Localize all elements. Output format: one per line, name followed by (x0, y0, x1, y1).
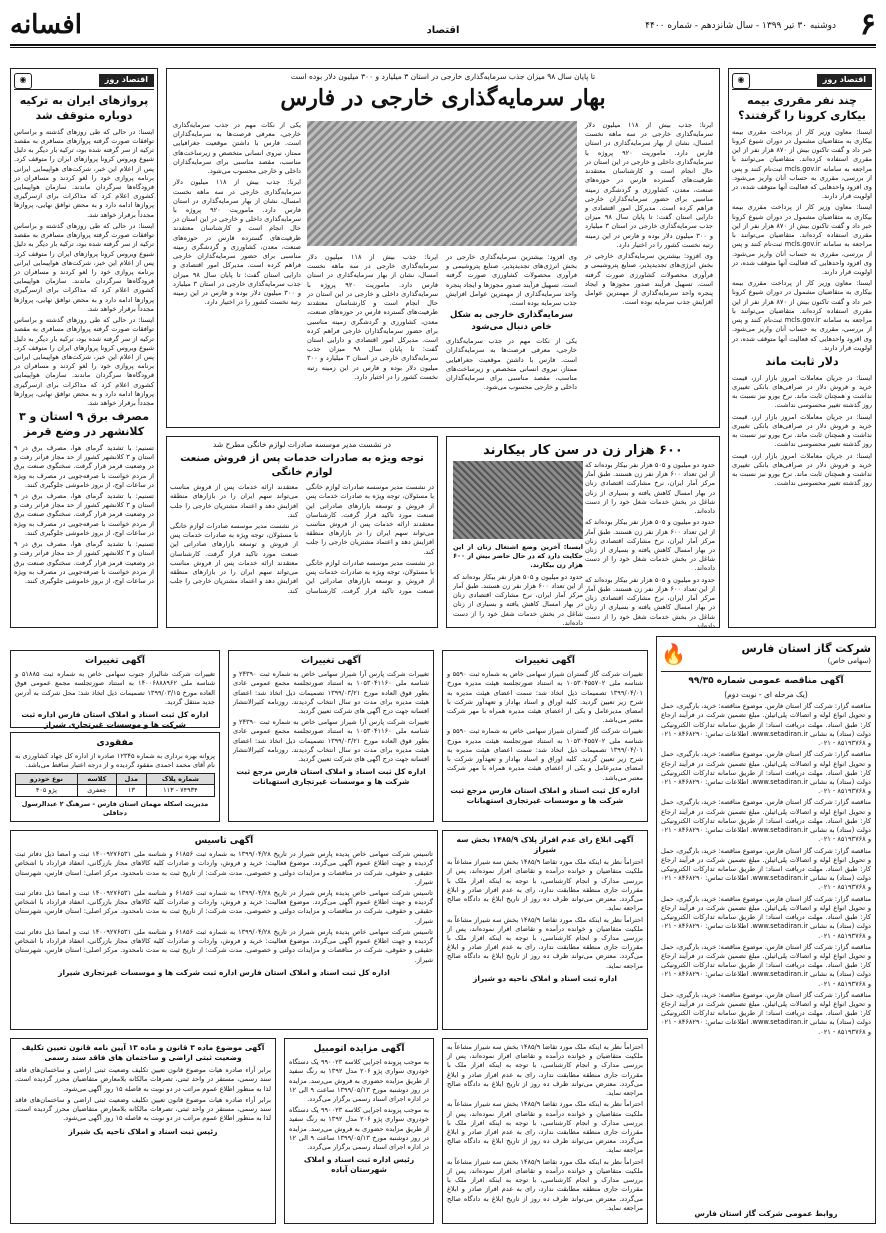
lost-cell-model: ۱۳ (116, 785, 146, 797)
rule-text-2-cont: احتراماً نظر به اینکه ملک مورد تقاضا ۱۴۸۵/۹ بخش سه شیراز مشاعاً به ملکیت متقاضیان و خوانده درآمده و تقاضای افراز نموده‌اند، پس از بررسی مدارک و انجام کارشناسی، با توجه به اینکه افراز ملک با مقررات جاری منطقه مطابقت ندارد، رای به عدم افراز صادر و ابلاغ می‌گردد. معترض می‌تواند ظرف ده روز از تاریخ ابلاغ به دادگاه صالح مراجعه نماید. (447, 1100, 643, 1155)
establish-text: تاسیس شرکت سهامی خاص پدیده پارس شیراز در تاریخ ۱۳۹۹/۰۴/۲۸ به شماره ثبت ۶۱۸۵۶ و شناسه ملی ۱۴۰۰۹۲۷۶۵۳۱ ثبت و امضا ذیل دفاتر ثبت گردیده و جهت اطلاع عموم آگهی می‌گردد. موضوع فعالیت: خرید و فروش، واردات و صادرات کلیه کالاهای مجاز بازرگانی، انعقاد قرارداد با اشخاص حقیقی و حقوقی، شرکت در مناقصات و مزایدات دولتی و خصوصی. مدت شرکت: از تاریخ ثبت به مدت نامحدود. مرکز اصلی: استان فارس، شهرستان شیراز. (15, 850, 433, 886)
right-column (728, 68, 876, 628)
right-story1-text-cont: ایسنا: معاون وزیر کار از پرداخت مقرری بیمه بیکاری به متقاضیان مشمول در دوران شیوع کرونا خبر داد و گفت تاکنون بیش از ۸۷۰ هزار نفر از این مقرری استفاده کرده‌اند. متقاضیان می‌توانند با مراجعه به سامانه mcls.gov.ir ثبت‌نام کنند و پس از بررسی، مقرری به حساب آنان واریز می‌شود. وی افزود واحدهایی که فعالیت آنها متوقف شده، در اولویت قرار دارند. (732, 203, 872, 276)
change1-text-cont: تغییرات شرکت گاز گستران شیراز سهامی خاص به شماره ثبت ۵۵۹۰ و شناسه ملی ۱۰۵۳۰۴۵۵۷۰۲ به استناد صورتجلسه هیئت مدیره مورخ ۱۳۹۹/۰۴/۰۱ تصمیمات ذیل اتخاذ شد: سمت اعضای هیئت مدیره به شرح زیر تعیین گردید. کلیه اوراق و اسناد بهادار و تعهدآور شرکت با امضای مدیرعامل و یکی از اعضای هیئت مدیره همراه با مهر شرکت معتبر می‌باشد. (447, 727, 644, 782)
gas-tender-text-cont5: مناقصه گزار: شرکت گاز استان فارس. موضوع مناقصه: خرید، بارگیری، حمل و تحویل انواع لوله و اتصالات پلی‌اتیلن. مبلغ تضمین شرکت در فرآیند ارجاع کار: طبق اسناد. مهلت دریافت اسناد: از طریق سامانه تدارکات الکترونیکی دولت (ستاد) به نشانی www.setadiran.ir. اطلاعات تماس: ۸۴۶۸۲۹۰ - ۰۲۱ و ۸۵۱۹۳۷۶۸ - ۰۲۱. (661, 942, 871, 988)
rule-notice (442, 830, 648, 1030)
right-story1-text: ایسنا: معاون وزیر کار از پرداخت مقرری بیمه بیکاری به متقاضیان مشمول در دوران شیوع کرونا خبر داد و گفت تاکنون بیش از ۸۷۰ هزار نفر از این مقرری استفاده کرده‌اند. متقاضیان می‌توانند با مراجعه به سامانه mcls.gov.ir ثبت‌نام کنند و پس از بررسی، مقرری به حساب آنان واریز می‌شود. وی افزود واحدهایی که فعالیت آنها متوقف شده، در اولویت قرار دارند. (732, 127, 872, 201)
lost-col-type: نوع خودرو (16, 773, 78, 785)
lead-text: ایرنا: جذب بیش از ۱۱۸ میلیون دلار سرمایه‌گذاری خارجی در سه ماهه نخست امسال، نشان از بهار سرمایه‌گذاری در استان فارس دارد. ماموریت ۹۲۰ پروژه با سرمایه‌گذاری داخلی و خارجی در این استان در حال انجام است و کارشناسان معتقدند ظرفیت‌های گسترده فارس در حوزه‌های صنعت، معدن، کشاورزی و گردشگری زمینه مناسبی برای حضور سرمایه‌گذاران خارجی فراهم کرده است. مدیرکل امور اقتصادی و دارایی استان گفت: تا پایان سال ۹۸ میزان جذب سرمایه‌گذاری خارجی در استان ۳ میلیارد و ۳۰۰ میلیون دلار بوده و فارس در این زمینه رتبه نخست کشور را در اختیار دارد. (585, 121, 714, 249)
auction-text-cont: به موجب پرونده اجرایی کلاسه ۹۹۰۰۲۳ یک دستگاه خودروی سواری پژو ۲۰۶ مدل ۱۳۹۲ به رنگ سفید از طریق مزایده حضوری به فروش می‌رسد. مزایده در روز دوشنبه مورخ ۱۳۹۹/۰۵/۱۳ ساعت ۹ الی ۱۲ در اداره اجرای اسناد رسمی برگزار می‌گردد. (289, 1106, 429, 1152)
gas-tender-text-cont4: مناقصه گزار: شرکت گاز استان فارس. موضوع مناقصه: خرید، بارگیری، حمل و تحویل انواع لوله و اتصالات پلی‌اتیلن. مبلغ تضمین شرکت در فرآیند ارجاع کار: طبق اسناد. مهلت دریافت اسناد: از طریق سامانه تدارکات الکترونیکی دولت (ستاد) به نشانی www.setadiran.ir. اطلاعات تماس: ۸۴۶۸۲۹۰ - ۰۲۱ و ۸۵۱۹۳۷۶۸ - ۰۲۱. (661, 894, 871, 940)
change2-footer: اداره کل ثبت اسناد و املاک استان فارس مرجع ثبت شرکت ها و موسسات غیرتجاری استهبانات (236, 767, 426, 787)
gas-tender-text: مناقصه گزار: شرکت گاز استان فارس. موضوع مناقصه: خرید، بارگیری، حمل و تحویل انواع لوله و اتصالات پلی‌اتیلن. مبلغ تضمین شرکت در فرآیند ارجاع کار: طبق اسناد. مهلت دریافت اسناد: از طریق سامانه تدارکات الکترونیکی دولت (ستاد) به نشانی www.setadiran.ir. اطلاعات تماس: ۸۴۶۸۲۹۰ - ۰۲۱ و ۸۵۱۹۳۷۶۸ - ۰۲۱. (661, 702, 871, 748)
appliance-text-cont: در نشست مدیر موسسه صادرات لوازم خانگی با مسئولان، توجه ویژه به صادرات خدمات پس از فروش و توسعه بازارهای صادراتی این صنعت مورد تاکید قرار گرفت. کارشناسان معتقدند ارائه خدمات پس از فروش مناسب می‌تواند سهم ایران را در بازارهای منطقه افزایش دهد و اعتماد مشتریان خارجی را جلب کند. (170, 483, 434, 595)
rule-text-2-cont2: احتراماً نظر به اینکه ملک مورد تقاضا ۱۴۸۵/۹ بخش سه شیراز مشاعاً به ملکیت متقاضیان و خوانده درآمده و تقاضای افراز نموده‌اند، پس از بررسی مدارک و انجام کارشناسی، با توجه به اینکه افراز ملک با مقررات جاری منطقه مطابقت ندارد، رای به عدم افراز صادر و ابلاغ می‌گردد. معترض می‌تواند ظرف ده روز از تاریخ ابلاغ به دادگاه صالح مراجعه نماید. (447, 1157, 643, 1212)
change-notice-1 (442, 650, 648, 822)
establishment-notice (10, 830, 438, 1030)
rule-text-2: احتراماً نظر به اینکه ملک مورد تقاضا ۱۴۸۵/۹ بخش سه شیراز مشاعاً به ملکیت متقاضیان و خوانده درآمده و تقاضای افراز نموده‌اند، پس از بررسی مدارک و انجام کارشناسی، با توجه به اینکه افراز ملک با مقررات جاری منطقه مطابقت ندارد، رای به عدم افراز صادر و ابلاغ می‌گردد. معترض می‌تواند ظرف ده روز از تاریخ ابلاغ به دادگاه صالح مراجعه نماید. (447, 1043, 643, 1098)
right-story2-title: دلار ثابت ماند (765, 354, 839, 368)
left-story1-text-cont2: ایسنا: در حالی که طی روزهای گذشته و براساس توافقات صورت گرفته پروازهای مسافری به مقصد ترکیه از سر گرفته شده بود، ترکیه بار دیگر به دلیل شیوع ویروس کرونا پروازهای ایران را متوقف کرد. پس از اعلام این خبر، شرکت‌های هواپیمایی ایرانی برنامه پروازی خود را لغو کردند و مسافران در فرودگاه‌ها سرگردان ماندند. سازمان هواپیمایی کشوری اعلام کرد که مذاکرات برای ازسرگیری پروازها ادامه دارد و به محض توافق نهایی، پروازها مجدداً برقرار خواهد شد. (14, 316, 154, 408)
lost-notice (10, 732, 220, 822)
lead-text2-cont: وی افزود: بیشترین سرمایه‌گذاری خارجی در بخش انرژی‌های تجدیدپذیر، صنایع پتروشیمی و فرآوری محصولات کشاورزی صورت گرفته است. تسهیل فرآیند صدور مجوزها و ایجاد پنجره واحد سرمایه‌گذاری از مهمترین عوامل افزایش جذب سرمایه بوده است. (446, 253, 577, 308)
left-column (10, 68, 158, 628)
gas-company-sub: (سهامی خاص) (827, 657, 871, 666)
gas-tender-footer: روابط عمومی شرکت گاز استان فارس (694, 1208, 838, 1218)
left-story1-text-cont: ایسنا: در حالی که طی روزهای گذشته و براساس توافقات صورت گرفته پروازهای مسافری به مقصد ترکیه از سر گرفته شده بود، ترکیه بار دیگر به دلیل شیوع ویروس کرونا پروازهای ایران را متوقف کرد. پس از اعلام این خبر، شرکت‌های هواپیمایی ایرانی برنامه پروازی خود را لغو کردند و مسافران در فرودگاه‌ها سرگردان ماندند. سازمان هواپیمایی کشوری اعلام کرد که مذاکرات برای ازسرگیری پروازها ادامه دارد و به محض توافق نهایی، پروازها مجدداً برقرار خواهد شد. (14, 221, 154, 313)
appliance-text-cont2: در نشست مدیر موسسه صادرات لوازم خانگی با مسئولان، توجه ویژه به صادرات خدمات پس از فروش و توسعه بازارهای صادراتی این صنعت مورد تاکید قرار گرفت. کارشناسان معتقدند ارائه خدمات پس از فروش مناسب می‌تواند سهم ایران را در بازارهای منطقه افزایش دهد و اعتماد مشتریان خارجی را جلب کند. (170, 522, 298, 595)
right-column-tag: اقتصاد روز (817, 74, 872, 87)
women-story-text-cont: حدود دو میلیون و ۵۰۵ هزار نفر بیکار بوده‌اند که از این تعداد ۶۰۰ هزار نفر زن هستند. طبق آمار مرکز آمار ایران، نرخ مشارکت اقتصادی زنان در بهار امسال کاهش یافته و بسیاری از زنان شاغل در بخش خدمات شغل خود را از دست داده‌اند. (585, 518, 715, 573)
auction-title: آگهی مزایده اتومبیل (313, 1044, 405, 1054)
date-line: دوشنبه ۳۰ تیر ۱۳۹۹ - سال شانزدهم - شماره ۴۴۰۰ (645, 21, 836, 31)
change2-title: آگهی تغییرات (300, 656, 362, 666)
article-notice (10, 1038, 276, 1224)
left-story2-text-cont: تسنیم: با تشدید گرمای هوا، مصرف برق در ۹ استان و ۳ کلانشهر کشور از حد مجاز فراتر رفت و در وضعیت قرمز قرار گرفت. سخنگوی صنعت برق از مردم خواست با صرفه‌جویی در مصرف به ویژه در ساعات اوج، از بروز خاموشی جلوگیری کنند. (14, 492, 154, 537)
change1-title: آگهی تغییرات (514, 656, 576, 666)
left-story1-title: پروازهای ایران به ترکیه دوباره متوقف شد (19, 94, 149, 122)
lost-cell-plate: ۷۴۹۳۴ - ۱۱۳ (146, 785, 214, 797)
article-title: آگهی موضوع ماده ۳ قانون و ماده ۱۳ آیین نامه قانون تعیین تکلیف وضعیت ثبتی اراضی و ساختمان های فاقد سند رسمی (21, 1043, 265, 1063)
workshop-photo (453, 461, 583, 539)
right-story2-text-cont2: ایسنا: در جریان معاملات امروز بازار ارز، قیمت خرید و فروش دلار در صرافی‌های بانکی تغییری نداشت و همچنان ثابت ماند. نرخ یورو نیز نسبت به روز گذشته تغییر محسوسی نداشت. (732, 451, 872, 488)
industrial-photo (307, 121, 577, 246)
change3-footer: اداره کل ثبت اسناد و املاک استان فارس اداره ثبت شرکت ها و موسسات غیرتجاری شیراز (21, 710, 209, 730)
rule-text-cont: احتراماً نظر به اینکه ملک مورد تقاضا ۱۴۸۵/۹ بخش سه شیراز مشاعاً به ملکیت متقاضیان و خوانده درآمده و تقاضای افراز نموده‌اند، پس از بررسی مدارک و انجام کارشناسی، با توجه به اینکه افراز ملک با مقررات جاری منطقه مطابقت ندارد، رای به عدم افراز صادر و ابلاغ می‌گردد. معترض می‌تواند ظرف ده روز از تاریخ ابلاغ به دادگاه صالح مراجعه نماید. (447, 915, 643, 970)
appliance-text: در نشست مدیر موسسه صادرات لوازم خانگی با مسئولان، توجه ویژه به صادرات خدمات پس از فروش و توسعه بازارهای صادراتی این صنعت مورد تاکید قرار گرفت. کارشناسان معتقدند ارائه خدمات پس از فروش مناسب می‌تواند سهم ایران را در بازارهای منطقه افزایش دهد و اعتماد مشتریان خارجی را جلب کند. (306, 483, 434, 556)
gas-company: شرکت گاز استان فارس (741, 642, 871, 656)
lead-text3: یکی از نکات مهم در جذب سرمایه‌گذاری خارجی، معرفی فرصت‌ها به سرمایه‌گذاران است. فارس با داشتن موقعیت جغرافیایی ممتاز، نیروی انسانی متخصص و زیرساخت‌های مناسب، مقصد مناسبی برای سرمایه‌گذاران داخلی و خارجی محسوب می‌شود. (173, 121, 301, 176)
lost-text: پروانه بهره برداری به شماره ۱۲۳۴۵ صادره از اداره کل جهاد کشاورزی به نام آقای محمد احمدی مفقود گردیده و از درجه اعتبار ساقط می‌باشد. (15, 752, 216, 770)
lost-col-class: کلاسه (77, 773, 116, 785)
left-story2-text-cont2: تسنیم: با تشدید گرمای هوا، مصرف برق در ۹ استان و ۳ کلانشهر کشور از حد مجاز فراتر رفت و در وضعیت قرمز قرار گرفت. سخنگوی صنعت برق از مردم خواست با صرفه‌جویی در مصرف به ویژه در ساعات اوج، از بروز خاموشی جلوگیری کنند. (14, 540, 154, 585)
home-appliance-story (166, 436, 438, 628)
newspaper-logo: افسانه (10, 10, 82, 40)
lead-text3-cont: یکی از نکات مهم در جذب سرمایه‌گذاری خارجی، معرفی فرصت‌ها به سرمایه‌گذاران است. فارس با داشتن موقعیت جغرافیایی ممتاز، نیروی انسانی متخصص و زیرساخت‌های مناسب، مقصد مناسبی برای سرمایه‌گذاران داخلی و خارجی محسوب می‌شود. (446, 337, 577, 392)
change-notice-3 (10, 650, 220, 728)
change-notice-2 (228, 650, 434, 822)
section-title: اقتصاد (426, 25, 460, 36)
right-story2-text: ایسنا: در جریان معاملات امروز بازار ارز، قیمت خرید و فروش دلار در صرافی‌های بانکی تغییری نداشت و همچنان ثابت ماند. نرخ یورو نیز نسبت به روز گذشته تغییر محسوسی نداشت. (732, 373, 872, 410)
change1-text: تغییرات شرکت گاز گستران شیراز سهامی خاص به شماره ثبت ۵۵۹۰ و شناسه ملی ۱۰۵۳۰۴۵۵۷۰۲ به استناد صورتجلسه هیئت مدیره مورخ ۱۳۹۹/۰۴/۰۱ تصمیمات ذیل اتخاذ شد: سمت اعضای هیئت مدیره به شرح زیر تعیین گردید. کلیه اوراق و اسناد بهادار و تعهدآور شرکت با امضای مدیرعامل و یکی از اعضای هیئت مدیره همراه با مهر شرکت معتبر می‌باشد. (447, 670, 644, 725)
lost-col-plate: شماره پلاک (146, 773, 214, 785)
women-unemployment-story (446, 436, 720, 628)
masthead-rule (10, 44, 876, 46)
right-story1-text-cont2: ایسنا: معاون وزیر کار از پرداخت مقرری بیمه بیکاری به متقاضیان مشمول در دوران شیوع کرونا خبر داد و گفت تاکنون بیش از ۸۷۰ هزار نفر از این مقرری استفاده کرده‌اند. متقاضیان می‌توانند با مراجعه به سامانه mcls.gov.ir ثبت‌نام کنند و پس از بررسی، مقرری به حساب آنان واریز می‌شود. وی افزود واحدهایی که فعالیت آنها متوقف شده، در اولویت قرار دارند. (732, 279, 872, 352)
article-footer: رئیس ثبت اسناد و املاک ناحیه یک شیراز (68, 1126, 218, 1136)
lead-subhead: سرمایه‌گذاری خارجی به شکل خاص دنبال می‌شود (450, 310, 573, 332)
left-column-tag: اقتصاد روز (99, 74, 154, 87)
establish-text-cont: تاسیس شرکت سهامی خاص پدیده پارس شیراز در تاریخ ۱۳۹۹/۰۴/۲۸ به شماره ثبت ۶۱۸۵۶ و شناسه ملی ۱۴۰۰۹۲۷۶۵۳۱ ثبت و امضا ذیل دفاتر ثبت گردیده و جهت اطلاع عموم آگهی می‌گردد. موضوع فعالیت: خرید و فروش، واردات و صادرات کلیه کالاهای مجاز بازرگانی، انعقاد قرارداد با اشخاص حقیقی و حقوقی، شرکت در مناقصات و مزایدات دولتی و خصوصی. مدت شرکت: از تاریخ ثبت به مدت نامحدود. مرکز اصلی: استان فارس، شهرستان شیراز. (15, 889, 433, 925)
section-logo-icon: ◉ (732, 73, 750, 89)
change1-footer: اداره کل ثبت اسناد و املاک استان فارس مرجع ثبت شرکت ها و موسسات غیرتجاری استهبانات (450, 785, 640, 805)
establish-text-cont2: تاسیس شرکت سهامی خاص پدیده پارس شیراز در تاریخ ۱۳۹۹/۰۴/۲۸ به شماره ثبت ۶۱۸۵۶ و شناسه ملی ۱۴۰۰۹۲۷۶۵۳۱ ثبت و امضا ذیل دفاتر ثبت گردیده و جهت اطلاع عموم آگهی می‌گردد. موضوع فعالیت: خرید و فروش، واردات و صادرات کلیه کالاهای مجاز بازرگانی، انعقاد قرارداد با اشخاص حقیقی و حقوقی، شرکت در مناقصات و مزایدات دولتی و خصوصی. مدت شرکت: از تاریخ ثبت به مدت نامحدود. مرکز اصلی: استان فارس، شهرستان شیراز. (15, 927, 433, 964)
masthead-rule-thin (10, 47, 876, 48)
left-story2-text: تسنیم: با تشدید گرمای هوا، مصرف برق در ۹ استان و ۳ کلانشهر کشور از حد مجاز فراتر رفت و در وضعیت قرمز قرار گرفت. سخنگوی صنعت برق از مردم خواست با صرفه‌جویی در مصرف به ویژه در ساعات اوج، از بروز خاموشی جلوگیری کنند. (14, 443, 154, 489)
lead-kicker: تا پایان سال ۹۸ میزان جذب سرمایه‌گذاری خارجی در استان ۳ میلیارد و ۳۰۰ میلیون دلار بوده است (290, 72, 596, 81)
lost-cell-class: جعفری (77, 785, 116, 797)
article-text: برابر آراء صادره هیات موضوع قانون تعیین تکلیف وضعیت ثبتی اراضی و ساختمان‌های فاقد سند رسمی، مستقر در واحد ثبتی، تصرفات مالکانه بلامعارض متقاضیان محرز گردیده است. لذا به منظور اطلاع عموم مراتب در دو نوبت به فاصله ۱۵ روز آگهی می‌شود. (15, 1066, 271, 1093)
women-story-caption: ایسنا: آخرین وضع اشتغال زنان از این حکایت دارد که در حال حاضر بیش از ۶۰۰ هزار زن بیکارند. (453, 543, 583, 570)
auction-notice (284, 1038, 434, 1224)
gas-tender-text-cont2: مناقصه گزار: شرکت گاز استان فارس. موضوع مناقصه: خرید، بارگیری، حمل و تحویل انواع لوله و اتصالات پلی‌اتیلن. مبلغ تضمین شرکت در فرآیند ارجاع کار: طبق اسناد. مهلت دریافت اسناد: از طریق سامانه تدارکات الکترونیکی دولت (ستاد) به نشانی www.setadiran.ir. اطلاعات تماس: ۸۴۶۸۲۹۰ - ۰۲۱ و ۸۵۱۹۳۷۶۸ - ۰۲۱. (661, 798, 871, 844)
change2-text: تغییرات شرکت پارس آرا شیراز سهامی خاص به شماره ثبت ۲۴۳۹۰ و شناسه ملی ۱۰۵۳۰۴۱۱۶۰ به استناد صورتجلسه مجمع عمومی عادی بطور فوق العاده مورخ ۱۳۹۹/۰۳/۲۱ تصمیمات ذیل اتخاذ شد: اعضای هیئت مدیره برای مدت دو سال انتخاب گردیدند. روزنامه کثیرالانتشار افسانه جهت درج آگهی های شرکت تعیین گردید. (233, 670, 429, 716)
gas-tender-text-cont3: مناقصه گزار: شرکت گاز استان فارس. موضوع مناقصه: خرید، بارگیری، حمل و تحویل انواع لوله و اتصالات پلی‌اتیلن. مبلغ تضمین شرکت در فرآیند ارجاع کار: طبق اسناد. مهلت دریافت اسناد: از طریق سامانه تدارکات الکترونیکی دولت (ستاد) به نشانی www.setadiran.ir. اطلاعات تماس: ۸۴۶۸۲۹۰ - ۰۲۱ و ۸۵۱۹۳۷۶۸ - ۰۲۱. (661, 846, 871, 892)
masthead (10, 8, 876, 42)
auction-text: به موجب پرونده اجرایی کلاسه ۹۹۰۰۲۳ یک دستگاه خودروی سواری پژو ۲۰۶ مدل ۱۳۹۲ به رنگ سفید از طریق مزایده حضوری به فروش می‌رسد. مزایده در روز دوشنبه مورخ ۱۳۹۹/۰۵/۱۳ ساعت ۹ الی ۱۲ در اداره اجرای اسناد رسمی برگزار می‌گردد. (289, 1058, 429, 1104)
rule-text: احتراماً نظر به اینکه ملک مورد تقاضا ۱۴۸۵/۹ بخش سه شیراز مشاعاً به ملکیت متقاضیان و خوانده درآمده و تقاضای افراز نموده‌اند، پس از بررسی مدارک و انجام کارشناسی، با توجه به اینکه افراز ملک با مقررات جاری منطقه مطابقت ندارد، رای به عدم افراز صادر و ابلاغ می‌گردد. معترض می‌تواند ظرف ده روز از تاریخ ابلاغ به دادگاه صالح مراجعه نماید. (447, 858, 643, 913)
women-story-text-cont2: حدود دو میلیون و ۵۰۵ هزار نفر بیکار بوده‌اند که از این تعداد ۶۰۰ هزار نفر زن هستند. طبق آمار مرکز آمار ایران، نرخ مشارکت اقتصادی زنان در بهار امسال کاهش یافته و بسیاری از زنان شاغل در بخش خدمات شغل خود را از دست داده‌اند. (585, 575, 715, 630)
gas-tender-text-cont6: مناقصه گزار: شرکت گاز استان فارس. موضوع مناقصه: خرید، بارگیری، حمل و تحویل انواع لوله و اتصالات پلی‌اتیلن. مبلغ تضمین شرکت در فرآیند ارجاع کار: طبق اسناد. مهلت دریافت اسناد: از طریق سامانه تدارکات الکترونیکی دولت (ستاد) به نشانی www.setadiran.ir. اطلاعات تماس: ۸۴۶۸۲۹۰ - ۰۲۱ و ۸۵۱۹۳۷۶۸ - ۰۲۱. (661, 990, 871, 1036)
lost-cell-type: پژو ۴۰۵ (16, 785, 78, 797)
rule-title: آگهی ابلاغ رای عدم افراز پلاک ۱۴۸۵/۹ بخش سه شیراز (456, 835, 634, 855)
gas-tender-stage: (یک مرحله ای - نوبت دوم) (724, 690, 808, 700)
lost-footer: مدیریت اسکله مهمان استان فارس - سرهنگ ۲ عبدالرسول دجاقلی (21, 800, 209, 817)
establish-footer: اداره کل ثبت اسناد و املاک استان فارس اداره ثبت شرکت ها و موسسات غیرتجاری شیراز (58, 967, 390, 977)
lead-text2: وی افزود: بیشترین سرمایه‌گذاری خارجی در بخش انرژی‌های تجدیدپذیر، صنایع پتروشیمی و فرآوری محصولات کشاورزی صورت گرفته است. تسهیل فرآیند صدور مجوزها و ایجاد پنجره واحد سرمایه‌گذاری از مهمترین عوامل افزایش جذب سرمایه بوده است. (585, 252, 713, 307)
left-story2-title: مصرف برق ۹ استان و ۳ کلانشهر در وضع قرمز (18, 410, 150, 439)
women-story-text: حدود دو میلیون و ۵۰۵ هزار نفر بیکار بوده‌اند که از این تعداد ۶۰۰ هزار نفر زن هستند. طبق آمار مرکز آمار ایران، نرخ مشارکت اقتصادی زنان در بهار امسال کاهش یافته و بسیاری از زنان شاغل در بخش خدمات شغل خود را از دست داده‌اند. (585, 461, 715, 516)
lead-headline: بهار سرمایه‌گذاری خارجی در فارس (280, 85, 606, 112)
lost-title: مفقودی (96, 738, 134, 748)
change3-title: آگهی تغییرات (84, 656, 146, 666)
flame-logo-icon: 🔥 (661, 642, 686, 666)
right-story1-title: چند نفر مقرری بیمه بیکاری کرونا را گرفتند؟ (738, 94, 866, 122)
lead-text-cont: ایرنا: جذب بیش از ۱۱۸ میلیون دلار سرمایه‌گذاری خارجی در سه ماهه نخست امسال، نشان از بهار سرمایه‌گذاری در استان فارس دارد. ماموریت ۹۲۰ پروژه با سرمایه‌گذاری داخلی و خارجی در این استان در حال انجام است و کارشناسان معتقدند ظرفیت‌های گسترده فارس در حوزه‌های صنعت، معدن، کشاورزی و گردشگری زمینه مناسبی برای حضور سرمایه‌گذاران خارجی فراهم کرده است. مدیرکل امور اقتصادی و دارایی استان گفت: تا پایان سال ۹۸ میزان جذب سرمایه‌گذاری خارجی در استان ۳ میلیارد و ۳۰۰ میلیون دلار بوده و فارس در این زمینه رتبه نخست کشور را در اختیار دارد. (173, 178, 302, 307)
women-story-text-cont3: حدود دو میلیون و ۵۰۵ هزار نفر بیکار بوده‌اند که از این تعداد ۶۰۰ هزار نفر زن هستند. طبق آمار مرکز آمار ایران، نرخ مشارکت اقتصادی زنان در بهار امسال کاهش یافته و بسیاری از زنان شاغل در بخش خدمات شغل خود را از دست داده‌اند. (453, 572, 583, 627)
establish-title: آگهی تاسیس (194, 836, 254, 846)
lead-text-cont2: ایرنا: جذب بیش از ۱۱۸ میلیون دلار سرمایه‌گذاری خارجی در سه ماهه نخست امسال، نشان از بهار سرمایه‌گذاری در استان فارس دارد. ماموریت ۹۲۰ پروژه با سرمایه‌گذاری داخلی و خارجی در این استان در حال انجام است و کارشناسان معتقدند ظرفیت‌های گسترده فارس در حوزه‌های صنعت، معدن، کشاورزی و گردشگری زمینه مناسبی برای حضور سرمایه‌گذاران خارجی فراهم کرده است. مدیرکل امور اقتصادی و دارایی استان گفت: تا پایان سال ۹۸ میزان جذب سرمایه‌گذاری خارجی در استان ۳ میلیارد و ۳۰۰ میلیون دلار بوده و فارس در این زمینه رتبه نخست کشور را در اختیار دارد. (307, 253, 438, 381)
lost-table (15, 773, 215, 798)
appliance-kicker: در نشست مدیر موسسه صادرات لوازم خانگی مطرح شد (213, 440, 391, 449)
right-story2-text-cont: ایسنا: در جریان معاملات امروز بازار ارز، قیمت خرید و فروش دلار در صرافی‌های بانکی تغییری نداشت و همچنان ثابت ماند. نرخ یورو نیز نسبت به روز گذشته تغییر محسوسی نداشت. (732, 412, 872, 449)
rule-footer: اداره ثبت اسناد و املاک ناحیه دو شیراز (473, 973, 617, 983)
gas-tender-text-cont: مناقصه گزار: شرکت گاز استان فارس. موضوع مناقصه: خرید، بارگیری، حمل و تحویل انواع لوله و اتصالات پلی‌اتیلن. مبلغ تضمین شرکت در فرآیند ارجاع کار: طبق اسناد. مهلت دریافت اسناد: از طریق سامانه تدارکات الکترونیکی دولت (ستاد) به نشانی www.setadiran.ir. اطلاعات تماس: ۸۴۶۸۲۹۰ - ۰۲۱ و ۸۵۱۹۳۷۶۸ - ۰۲۱. (661, 750, 871, 796)
gas-tender-ad (656, 636, 876, 1224)
women-story-headline: ۶۰۰ هزار زن در سن کار بیکارند (483, 443, 683, 458)
left-story1-text: ایسنا: در حالی که طی روزهای گذشته و براساس توافقات صورت گرفته پروازهای مسافری به مقصد ترکیه از سر گرفته شده بود، ترکیه بار دیگر به دلیل شیوع ویروس کرونا پروازهای ایران را متوقف کرد. پس از اعلام این خبر، شرکت‌های هواپیمایی ایرانی برنامه پروازی خود را لغو کردند و مسافران در فرودگاه‌ها سرگردان ماندند. سازمان هواپیمایی کشوری اعلام کرد که مذاکرات برای ازسرگیری پروازها ادامه دارد و به محض توافق نهایی، پروازها مجدداً برقرار خواهد شد. (14, 127, 154, 219)
section-logo-icon: ◉ (14, 73, 32, 89)
page-number: ۶ (859, 7, 876, 42)
change2-text-cont: تغییرات شرکت پارس آرا شیراز سهامی خاص به شماره ثبت ۲۴۳۹۰ و شناسه ملی ۱۰۵۳۰۴۱۱۶۰ به استناد صورتجلسه مجمع عمومی عادی بطور فوق العاده مورخ ۱۳۹۹/۰۳/۲۱ تصمیمات ذیل اتخاذ شد: اعضای هیئت مدیره برای مدت دو سال انتخاب گردیدند. روزنامه کثیرالانتشار افسانه جهت درج آگهی های شرکت تعیین گردید. (233, 718, 429, 764)
auction-footer: رئیس اداره ثبت اسناد و املاک شهرستان آباده (303, 1155, 415, 1175)
change3-text: تغییرات شرکت شالیزار جنوب سهامی خاص به شماره ثبت ۵۱۸۸۵ و شناسه ملی ۱۴۰۰۶۸۸۸۹۶۲ به استناد صورتجلسه مجمع عمومی فوق العاده مورخ ۱۳۹۹/۰۳/۱۵ تصمیمات ذیل اتخاذ شد: محل شرکت به آدرس جدید منتقل گردید. (15, 670, 216, 706)
rule-notice-2 (442, 1038, 648, 1224)
appliance-headline: توجه ویژه به صادرات خدمات پس از فروش صنعت لوازم خانگی (180, 453, 424, 478)
lost-col-model: مدل (116, 773, 146, 785)
gas-tender-title: آگهی مناقصه عمومی شماره ۹۹/۳۵ (688, 676, 844, 686)
lead-story (166, 68, 720, 428)
article-text-cont: برابر آراء صادره هیات موضوع قانون تعیین تکلیف وضعیت ثبتی اراضی و ساختمان‌های فاقد سند رسمی، مستقر در واحد ثبتی، تصرفات مالکانه بلامعارض متقاضیان محرز گردیده است. لذا به منظور اطلاع عموم مراتب در دو نوبت به فاصله ۱۵ روز آگهی می‌شود. (15, 1095, 271, 1123)
